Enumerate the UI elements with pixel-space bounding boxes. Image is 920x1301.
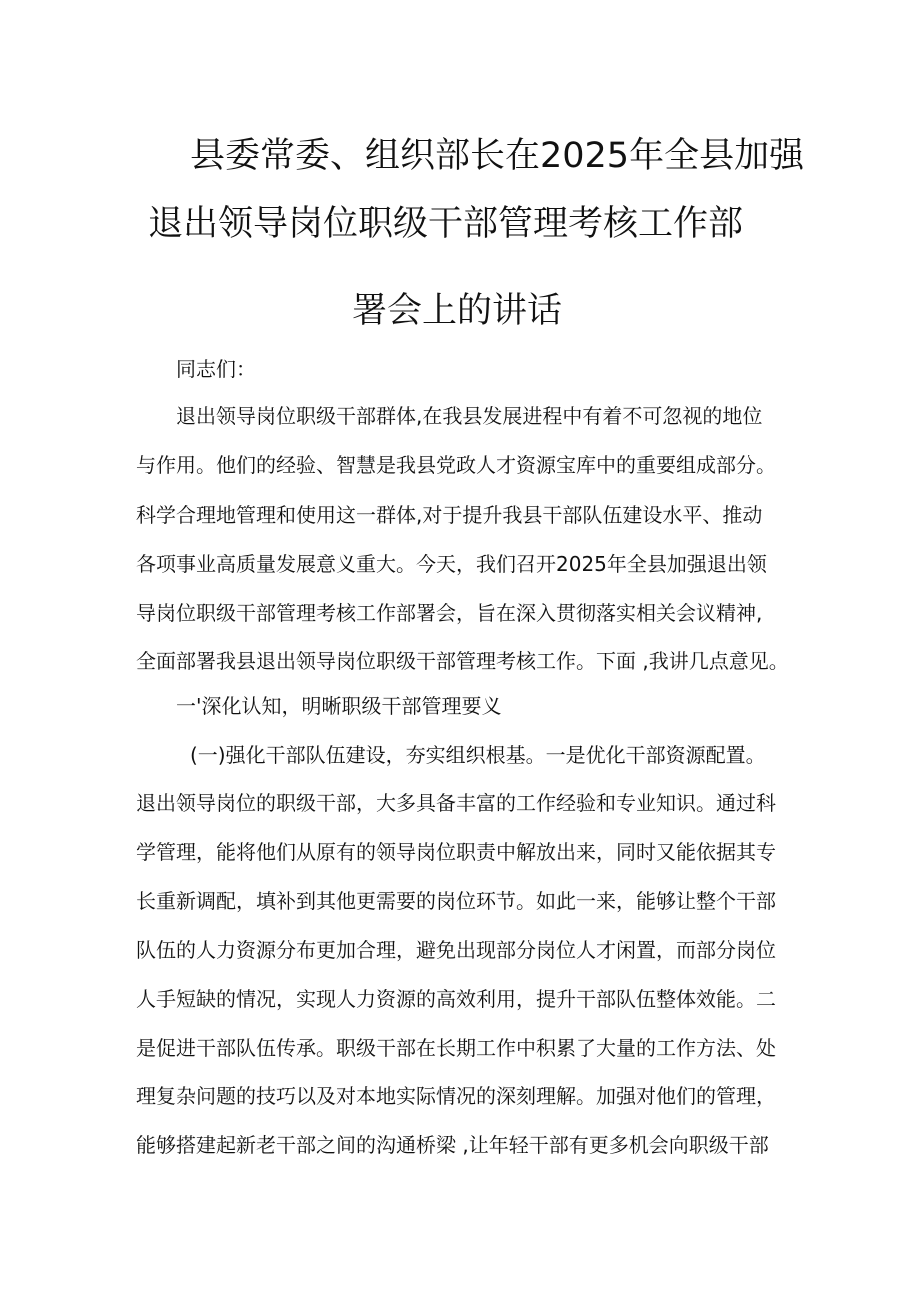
paragraph-1-line: 科学合理地管理和使用这一群体,对于提升我县干部队伍建设水平、推动 (136, 503, 763, 527)
paragraph-1-line: 退出领导岗位职级干部群体,在我县发展进程中有着不可忽视的地位 (176, 404, 763, 428)
paragraph-2-line: 是促进干部队伍传承。职级干部在长期工作中积累了大量的工作方法、处 (136, 1036, 776, 1060)
document-title-line-1: 县委常委、组织部长在2025年全县加强 (190, 136, 805, 176)
paragraph-1-line: 导岗位职级干部管理考核工作部署会，旨在深入贯彻落实相关会议精神, (136, 601, 763, 625)
paragraph-1-line: 各项事业高质量发展意义重大。今天，我们召开2025年全县加强退出领 (136, 552, 767, 576)
paragraph-1-line: 与作用。他们的经验、智慧是我县党政人才资源宝库中的重要组成部分。 (136, 453, 776, 477)
paragraph-2-line: 人手短缺的情况，实现人力资源的高效利用，提升干部队伍整体效能。二 (136, 987, 776, 1011)
document-title-line-3: 署会上的讲话 (352, 291, 563, 331)
paragraph-2-line: 长重新调配，填补到其他更需要的岗位环节。如此一来，能够让整个干部 (136, 889, 776, 913)
paragraph-1-line: 全面部署我县退出领导岗位职级干部管理考核工作。下面 ,我讲几点意见。 (136, 649, 789, 673)
paragraph-2-line: 学管理，能将他们从原有的领导岗位职责中解放出来，同时又能依据其专 (136, 840, 776, 864)
paragraph-2-line: 退出领导岗位的职级干部，大多具备丰富的工作经验和专业知识。通过科 (136, 791, 776, 815)
paragraph-2-line: 理复杂问题的技巧以及对本地实际情况的深刻理解。加强对他们的管理， (136, 1084, 776, 1108)
section-heading-1: 一'深化认知，明晰职级干部管理要义 (176, 694, 502, 718)
paragraph-2-line: (一)强化干部队伍建设，夯实组织根基。一是优化干部资源配置。 (190, 743, 766, 767)
salutation: 同志们： (176, 357, 256, 381)
paragraph-2-line: 队伍的人力资源分布更加合理，避免出现部分岗位人才闲置，而部分岗位 (136, 938, 776, 962)
document-title-line-2: 退出领导岗位职级干部管理考核工作部 (148, 204, 744, 244)
paragraph-2-line: 能够搭建起新老干部之间的沟通桥梁 ,让年轻干部有更多机会向职级干部 (136, 1133, 769, 1157)
